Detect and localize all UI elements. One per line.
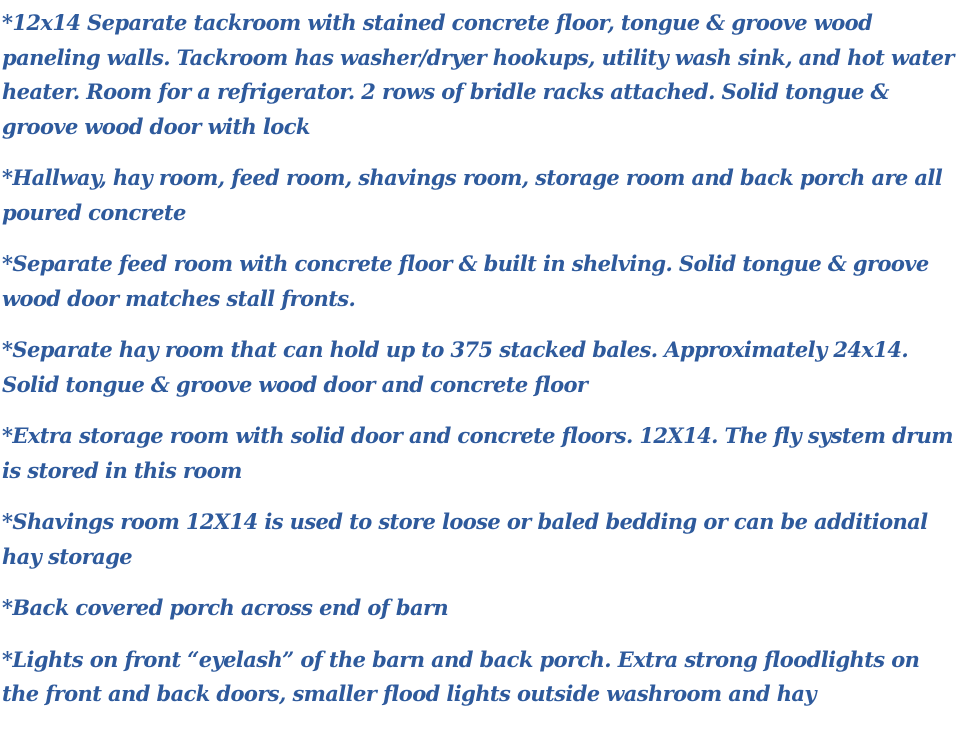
feature-hay-room: *Separate hay room that can hold up to 375 stacked bales. Approximately 24x14. Solid tongue & groove wood door and concrete floor [2, 337, 909, 397]
feature-storage-room: *Extra storage room with solid door and concrete floors. 12X14. The fly system drum is stored in this room [2, 423, 953, 483]
feature-feed-room: *Separate feed room with concrete floor & built in shelving. Solid tongue & groove wood door matches stall fronts. [2, 251, 929, 311]
feature-tackroom: *12x14 Separate tackroom with stained concrete floor, tongue & groove wood paneling walls. Tackroom has washer/dryer hookups, utility wash sink, and hot water heater. Room for a refrigerator. 2 rows of bridle racks attached. Solid tongue & groove wood door with lock [2, 10, 954, 139]
feature-lights: *Lights on front “eyelash” of the barn and back porch. Extra strong floodlights on the front and back doors, smaller flood lights outside washroom and hay [2, 646, 920, 706]
feature-list [2, 6, 958, 729]
feature-hallway: *Hallway, hay room, feed room, shavings room, storage room and back porch are all poured concrete [2, 165, 943, 225]
feature-shavings-room: *Shavings room 12X14 is used to store loose or baled bedding or can be additional hay storage [2, 509, 928, 569]
feature-back-porch: *Back covered porch across end of barn [2, 595, 449, 620]
